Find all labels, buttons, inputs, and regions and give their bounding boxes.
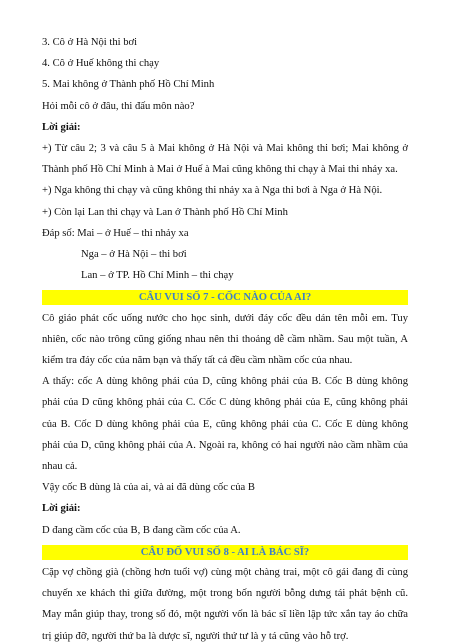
text-line: phải của D cũng không phải của C. Cốc C dùng không phải của E, cũng không phải [42,397,408,409]
text-line: của B. Cốc D dùng không phải của E, cũng không phải của C. Cốc E dùng không [42,418,408,430]
text-line: nhau cả. [42,461,78,472]
text-line: chuyến xe khách thì giữa đường, một trong bốn người bỗng dưng tái phát bệnh cũ. [42,588,408,600]
text-line: +) Còn lại Lan thi chạy và Lan ở Thành phố Hồ Chí Minh [42,206,288,218]
text-line: 3. Cô ở Hà Nội thi bơi [42,37,138,48]
text-line: Lan – ở TP. Hồ Chí Minh – thi chạy [81,270,234,282]
text-line: kiểm tra đáy cốc của năm bạn và thấy tất cả đều cầm nhầm cốc của nhau. [42,355,353,366]
text-line: Cặp vợ chồng già (chồng hơn tuổi vợ) cùng một chàng trai, một cô gái đang đi cùng [42,567,408,578]
text-line: phải của D, cũng không phải của A. Ngoài ra, không có hai người nào cầm nhầm của [42,439,408,451]
text-line: D đang cầm cốc của B, B đang cầm cốc của A. [42,524,241,536]
text-line: 4. Cô ở Huế không thi chạy [42,58,160,70]
text-line: +) Từ câu 2; 3 và câu 5 à Mai không ở Hà Nội và Mai không thi bơi; Mai không ở [42,143,408,154]
text-line: trị giúp đỡ, người thứ ba là dược sĩ, người thứ tư là y tá cũng vào hỗ trợ. [42,630,349,642]
section-heading-8: CÂU ĐỐ VUI SỐ 8 - AI LÀ BÁC SĨ? [42,545,408,560]
text-line: A thấy: cốc A dùng không phải của D, cũng không phải của B. Cốc B dùng không [42,376,408,388]
text-line: Thành phố Hồ Chí Minh à Mai ở Huế à Mai cũng không thi chạy à Mai thi nhảy xa. [42,164,398,176]
solution-heading: Lời giải: [42,503,81,515]
section-heading-7: CÂU VUI SỐ 7 - CỐC NÀO CỦA AI? [42,290,408,305]
text-line: +) Nga không thi chạy và cũng không thi nhảy xa à Nga thi bơi à Nga ở Hà Nội. [42,185,383,197]
text-line: Cô giáo phát cốc uống nước cho học sinh, dưới đáy cốc đều dán tên mỗi em. Tuy [42,312,408,324]
text-line: 5. Mai không ở Thành phố Hồ Chí Minh [42,79,215,91]
text-line: Đáp số: Mai – ở Huế – thi nhảy xa [42,227,189,239]
text-line: Nga – ở Hà Nội – thi bơi [81,249,187,260]
text-line: May mắn giúp thay, trong số đó, một người vốn là bác sĩ liền lập tức xắn tay áo chữa [42,609,408,621]
solution-heading: Lời giải: [42,121,81,133]
text-line: Hỏi mỗi cô ở đâu, thi đấu môn nào? [42,100,195,112]
text-line: nhiên, cốc nào trông cũng giống nhau nên thi thoảng dễ cầm nhầm. Sau một tuần, A [42,333,408,345]
text-line: Vậy cốc B dùng là của ai, và ai đã dùng cốc của B [42,482,255,494]
